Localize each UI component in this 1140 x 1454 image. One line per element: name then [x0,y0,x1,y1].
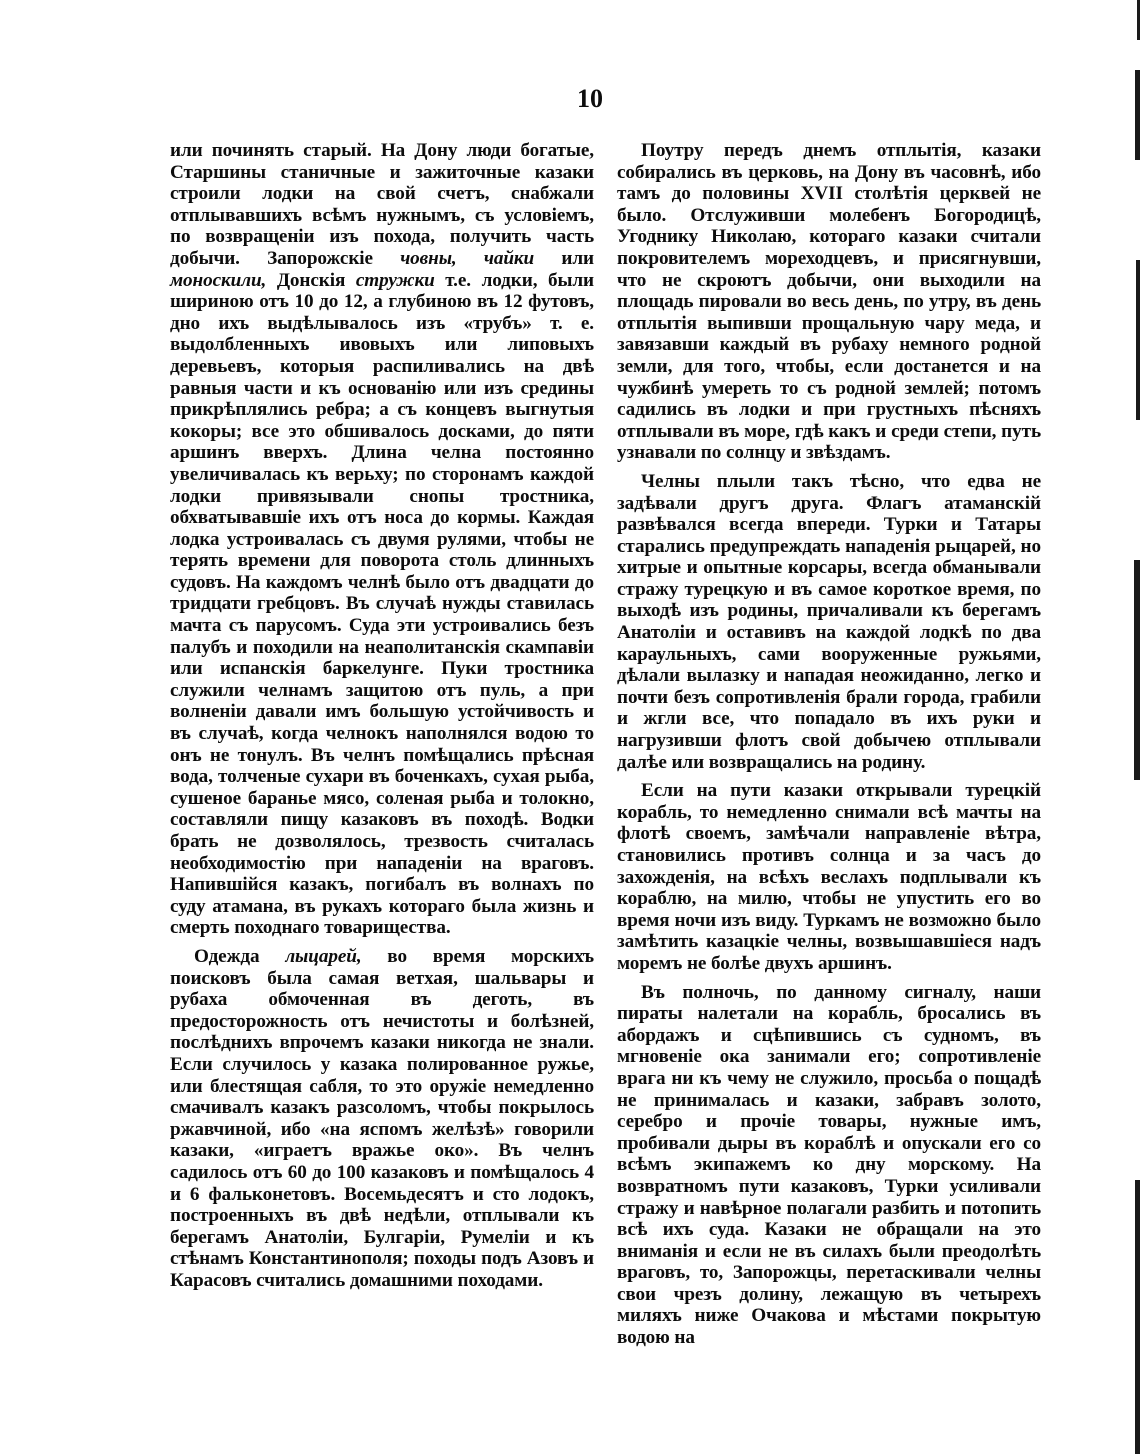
paragraph [170,140,594,939]
paragraph: Поутру передъ днемъ отплытія, казаки собирались въ церковь, на Дону въ часовнѣ, ибо тамъ до половины XVII столѣтія церквей не было. Отслуживши молебенъ Богородицѣ, Угоднику Николаю, котораго казаки считали покровителемъ мореходцевъ, и присягнувши, что не скроютъ добычи, они выходили на площадь пировали во весь день, по утру, въ день отплытія выпивши прощальную чару меда, и завязавши каждый въ рубаху немного родной земли, для того, чтобы, если достанется и на чужбинѣ умереть то съ родной землей; потомъ садились въ лодки и при грустныхъ пѣсняхъ отплывали въ море, гдѣ какъ и среди степи, путь узнавали по солнцу и звѣздамъ. [617,140,1041,464]
text-run: или [534,247,594,269]
paragraph [170,946,594,1292]
scan-edge-artifact [1132,0,1140,1454]
scan-mark [1135,70,1140,160]
italic-term: стружки [355,269,435,291]
text-run: Одежда [194,945,286,967]
scan-mark [1134,560,1140,780]
left-column [170,140,594,1298]
text-run: или починять старый. На Дону люди богатые, Старшины станичные и зажиточные казаки строили лодки на свой счетъ, снабжали отплывавшихъ всѣмъ нужнымъ, съ условіемъ, по возвращеніи изъ похода, получить часть добычи. Запорожскіе [170,140,594,269]
scan-mark [1135,1180,1140,1454]
italic-term: човны, чайки [400,247,535,269]
page-number: 10 [577,84,603,113]
italic-term: моноскили, [170,269,267,291]
paragraph: Если на пути казаки открывали турецкій корабль, то немедленно снимали всѣ мачты на флотѣ своемъ, замѣчали направленіе вѣтра, становились противъ солнца и за часъ до захожденія, на всѣхъ веслахъ подплывали къ кораблю, на милю, чтобы не упустить его во время ночи изъ виду. Туркамъ не возможно было замѣтить казацкіе челны, возвышавшіеся надъ моремъ не болѣе двухъ аршинъ. [617,780,1041,974]
text-run: во время морскихъ поисковъ была самая ветхая, шальвары и рубаха обмоченная въ деготь, въ предосторожность отъ нечистоты и болѣзней, послѣднихъ впрочемъ казаки никогда не знали. Если случилось у казака полированное ружье, или блестящая сабля, то это оружіе немедленно смачивалъ казакъ разсоломъ, чтобы покрылось ржавчиной, ибо «на яспомъ желѣзѣ» говорили казаки, «играетъ вражье око». Въ челнъ садилось отъ 60 до 100 казаковъ и помѣщалось 4 и 6 фальконетовъ. Восемьдесятъ и сто лодокъ, построенныхъ въ двѣ недѣли, отплывали къ берегамъ Анатоліи, Булгаріи, Румеліи и къ стѣнамъ Константинополя; походы подъ Азовъ и Карасовъ считались домашними походами. [170,945,594,1291]
text-run: Донскія [266,269,356,291]
italic-term: лыцарей, [285,945,362,967]
right-column [617,140,1041,1356]
scan-mark [1136,260,1140,420]
paragraph: Челны плыли такъ тѣсно, что едва не задѣвали другъ друга. Флагъ атаманскій развѣвался всегда впереди. Турки и Татары старались предупреждать нападенія рыцарей, но хитрые и опытные корсары, всегда обманывали стражу турецкую и въ самое короткое время, по выходѣ изъ родины, причаливали къ берегамъ Анатоліи и оставивъ на каждой лодкѣ по два караульныхъ, сами вооруженные ружьями, дѣлали вылазку и нападая неожиданно, легко и почти безъ сопротивленія брали города, грабили и жгли все, что попадало въ ихъ руки и нагрузивши флотъ свой добычею отплывали далѣе или возвращались на родину. [617,470,1041,773]
text-run: т.е. лодки, были шириною отъ 10 до 12, а глубиною въ 12 футовъ, дно ихъ выдѣлывалось изъ «трубъ» т. е. выдолбленныхъ ивовыхъ или липовыхъ деревьевъ, которыя распиливались на двѣ равныя части и къ основанію или изъ средины прикрѣплялись ребра; а съ концевъ выгнутыя кокоры; все это обшивалось досками, до пяти аршинъ вверхъ. Длина челна постоянно увеличивалась къ верьху; по сторонамъ каждой лодки привязывали снопы тростника, обхватывавшіе ихъ отъ носа до кормы. Каждая лодка устроивалась съ двумя рулями, чтобы не терять времени для поворота столь длинныхъ судовъ. На каждомъ челнѣ было отъ двадцати до тридцати гребцовъ. Въ случаѣ нужды ставилась мачта съ парусомъ. Суда эти устроивались безъ палубъ и походили на неаполитанскія скампавіи или испанскія баркелунге. Пуки тростника служили челнамъ защитою отъ пуль, а при волненіи давали имъ большую устойчивость и въ случаѣ, когда челнокъ наполнялся водою то онъ не тонулъ. Въ челнъ помѣщались прѣсная вода, толченые сухари въ боченкахъ, сухая рыба, сушеное баранье мясо, соленая рыба и толокно, составляли пищу казаковъ въ походѣ. Водки брать не дозволялось, трезвость считалась необходимостію при нападеніи на враговъ. Напившійся казакъ, погибалъ въ волнахъ по суду атамана, въ рукахъ котораго была жизнь и смерть походнаго товарищества. [170,269,594,939]
paragraph: Въ полночь, по данному сигналу, наши пираты налетали на корабль, бросались въ абордажъ и сцѣпившись съ судномъ, въ мгновеніе ока занимали его; сопротивленіе врага ни къ чему не служило, просьба о пощадѣ не принималась и казаки, забравъ золото, серебро и прочіе товары, нужные имъ, пробивали дыры въ кораблѣ и опускали его со всѣмъ экипажемъ ко дну морскому. На возвратномъ пути казаковъ, Турки усиливали стражу и навѣрное полагали разбить и потопить всѣ ихъ суда. Казаки не обращали на это вниманія и если не въ силахъ были преодолѣть враговъ, то, Запорожцы, перетаскивали челны свои чрезъ долину, лежащую въ четырехъ миляхъ ниже Очакова и мѣстами покрытую водою на [617,981,1041,1349]
